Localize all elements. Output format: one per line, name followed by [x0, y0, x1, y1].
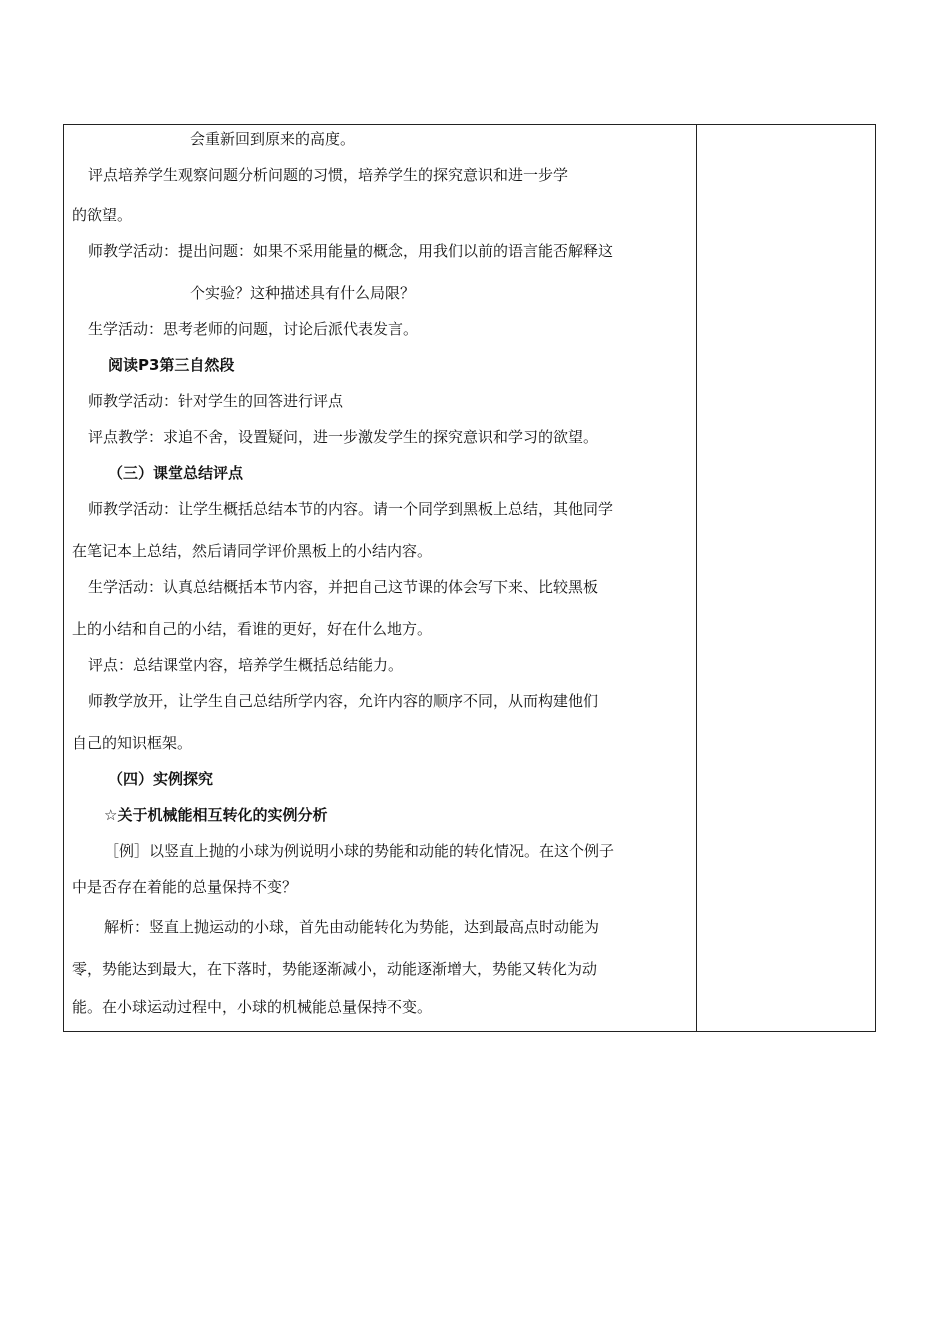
text-line: 零，势能达到最大，在下落时，势能逐渐减小，动能逐渐增大，势能又转化为动: [72, 960, 598, 978]
notes-column: [697, 125, 875, 1031]
text-line: 师教学活动：提出问题：如果不采用能量的概念，用我们以前的语言能否解释这: [88, 242, 614, 260]
text-line: 评点培养学生观察问题分析问题的习惯，培养学生的探究意识和进一步学: [88, 166, 569, 184]
text-line: 上的小结和自己的小结，看谁的更好，好在什么地方。: [72, 620, 433, 638]
text-line: 中是否存在着能的总量保持不变？: [72, 878, 298, 896]
text-line: 师教学活动：让学生概括总结本节的内容。请一个同学到黑板上总结，其他同学: [88, 500, 614, 518]
text-line: 生学活动：认真总结概括本节内容，并把自己这节课的体会写下来、比较黑板: [88, 578, 599, 596]
text-line: 的欲望。: [72, 206, 133, 224]
text-line: 在笔记本上总结，然后请同学评价黑板上的小结内容。: [72, 542, 433, 560]
text-line: 自己的知识框架。: [72, 734, 193, 752]
text-line: 师教学活动：针对学生的回答进行评点: [88, 392, 344, 410]
text-line: 生学活动：思考老师的问题，讨论后派代表发言。: [88, 320, 419, 338]
text-line: 能。在小球运动过程中，小球的机械能总量保持不变。: [72, 998, 433, 1016]
section-heading: ☆关于机械能相互转化的实例分析: [104, 806, 328, 824]
text-line: 评点：总结课堂内容，培养学生概括总结能力。: [88, 656, 404, 674]
section-heading: （四）实例探究: [108, 770, 214, 788]
section-heading: （三）课堂总结评点: [108, 464, 244, 482]
text-line: 个实验？这种描述具有什么局限？: [190, 284, 416, 302]
text-line: 解析：竖直上抛运动的小球，首先由动能转化为势能，达到最高点时动能为: [104, 918, 600, 936]
text-line: 评点教学：求追不舍，设置疑问，进一步激发学生的探究意识和学习的欲望。: [88, 428, 599, 446]
section-heading: 阅读P3第三自然段: [108, 356, 235, 374]
text-line: ［例］以竖直上抛的小球为例说明小球的势能和动能的转化情况。在这个例子: [104, 842, 615, 860]
lesson-table: [63, 124, 876, 1032]
text-line: 会重新回到原来的高度。: [190, 130, 356, 148]
text-line: 师教学放开，让学生自己总结所学内容，允许内容的顺序不同，从而构建他们: [88, 692, 599, 710]
